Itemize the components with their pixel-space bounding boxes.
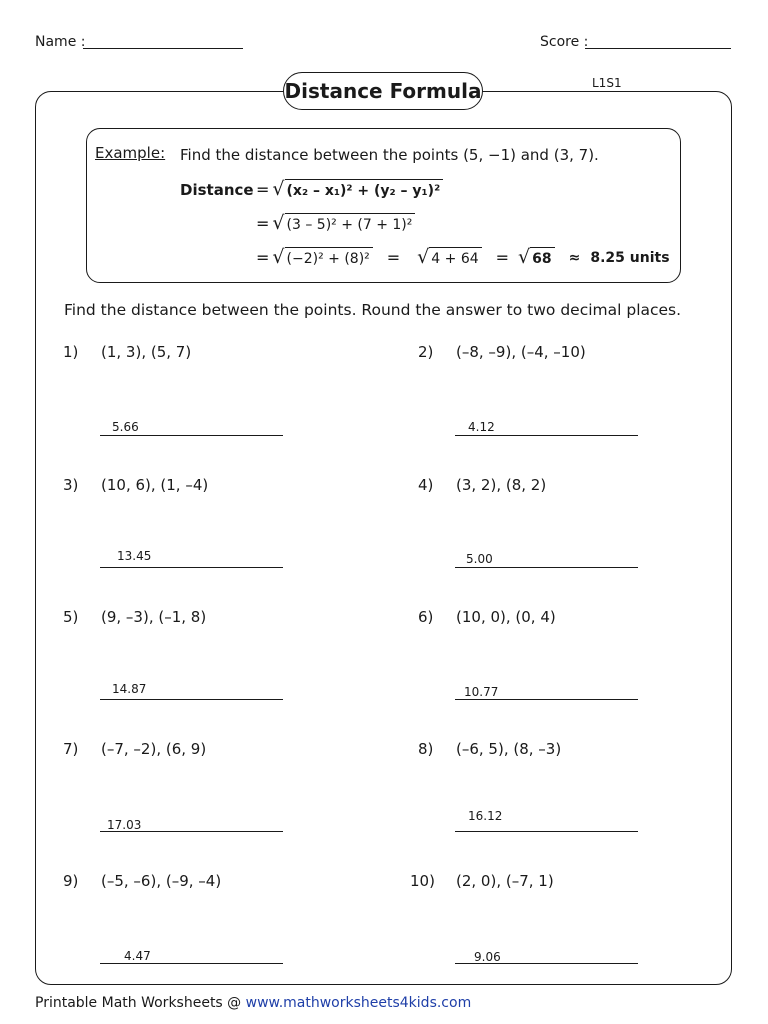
- score-label: Score :: [540, 34, 589, 50]
- name-label: Name :: [35, 34, 86, 50]
- problem-points: (10, 6), (1, –4): [101, 476, 209, 494]
- radical-symbol: √: [272, 212, 285, 234]
- problem-number: 9): [63, 872, 79, 890]
- problem-answer: 4.47: [124, 949, 151, 963]
- problem-number: 7): [63, 740, 79, 758]
- worksheet-title: Distance Formula: [283, 72, 483, 110]
- problem-points: (9, –3), (–1, 8): [101, 608, 207, 626]
- radical-symbol: √: [417, 246, 430, 268]
- problem-number: 3): [63, 476, 79, 494]
- name-field[interactable]: [83, 48, 243, 49]
- y-diff-term: (y₂ – y₁)²: [374, 183, 441, 199]
- step4-radicand: 68: [530, 247, 554, 268]
- problem-answer: 5.00: [466, 552, 493, 566]
- problem-points: (3, 2), (8, 2): [456, 476, 547, 494]
- problem-answer: 14.87: [112, 682, 147, 696]
- problem-number: 10): [410, 872, 435, 890]
- answer-line[interactable]: [455, 435, 638, 436]
- equals-sign: =: [256, 214, 270, 233]
- problem-points: (–6, 5), (8, –3): [456, 740, 562, 758]
- footer-site-link[interactable]: www.mathworksheets4kids.com: [245, 995, 472, 1011]
- step1-row: [256, 213, 415, 234]
- problem-answer: 4.12: [468, 420, 495, 434]
- problem-answer: 5.66: [112, 420, 139, 434]
- distance-label: Distance: [180, 181, 254, 199]
- footer: [35, 995, 471, 1011]
- step3-radicand: 4 + 64: [429, 247, 481, 268]
- problem-points: (1, 3), (5, 7): [101, 343, 192, 361]
- step4-root: [518, 247, 555, 268]
- problem-answer: 16.12: [468, 809, 503, 823]
- problem-number: 5): [63, 608, 79, 626]
- step1-root: [272, 213, 415, 234]
- answer-line[interactable]: [455, 567, 638, 568]
- problem-number: 1): [63, 343, 79, 361]
- formula-root: [272, 179, 443, 200]
- step3-root: [417, 247, 481, 268]
- step2-root: [272, 247, 372, 268]
- example-label: Example:: [95, 144, 166, 162]
- problem-answer: 9.06: [474, 950, 501, 964]
- problem-answer: 10.77: [464, 685, 499, 699]
- answer-line[interactable]: [455, 963, 638, 964]
- answer-line[interactable]: [100, 699, 283, 700]
- approx-sign: ≈: [568, 249, 581, 266]
- step2-radicand: (−2)² + (8)²: [285, 247, 373, 268]
- equals-sign: =: [386, 248, 401, 267]
- problem-points: (–5, –6), (–9, –4): [101, 872, 222, 890]
- example-text: Find the distance between the points (5, −1) and (3, 7).: [180, 146, 599, 164]
- equals-sign: =: [256, 180, 270, 199]
- step2-row: [256, 247, 670, 268]
- problem-answer: 17.03: [107, 818, 142, 832]
- problem-answer: 13.45: [117, 549, 152, 563]
- score-field[interactable]: [585, 48, 731, 49]
- plus-term: +: [352, 183, 375, 199]
- footer-prefix: Printable Math Worksheets @: [35, 995, 246, 1011]
- problem-points: (–7, –2), (6, 9): [101, 740, 207, 758]
- problem-points: (10, 0), (0, 4): [456, 608, 556, 626]
- formula-radicand: [285, 179, 444, 200]
- formula-row: [256, 179, 443, 200]
- problem-points: (–8, –9), (–4, –10): [456, 343, 586, 361]
- step1-radicand: (3 – 5)² + (7 + 1)²: [285, 213, 416, 234]
- answer-line[interactable]: [100, 963, 283, 964]
- example-result: 8.25 units: [590, 249, 670, 266]
- equals-sign: =: [495, 248, 510, 267]
- equals-sign: =: [256, 248, 270, 267]
- x-diff-term: (x₂ – x₁)²: [286, 183, 353, 199]
- problem-points: (2, 0), (–7, 1): [456, 872, 554, 890]
- answer-line[interactable]: [455, 699, 638, 700]
- radical-symbol: √: [272, 246, 285, 268]
- answer-line[interactable]: [100, 567, 283, 568]
- problem-number: 2): [418, 343, 434, 361]
- problem-number: 6): [418, 608, 434, 626]
- answer-line[interactable]: [100, 435, 283, 436]
- radical-symbol: √: [518, 246, 531, 268]
- problem-number: 4): [418, 476, 434, 494]
- problem-number: 8): [418, 740, 434, 758]
- answer-line[interactable]: [100, 831, 283, 832]
- instruction-text: Find the distance between the points. Round the answer to two decimal places.: [64, 301, 682, 319]
- answer-line[interactable]: [455, 831, 638, 832]
- radical-symbol: √: [272, 178, 285, 200]
- worksheet-code: L1S1: [592, 76, 622, 90]
